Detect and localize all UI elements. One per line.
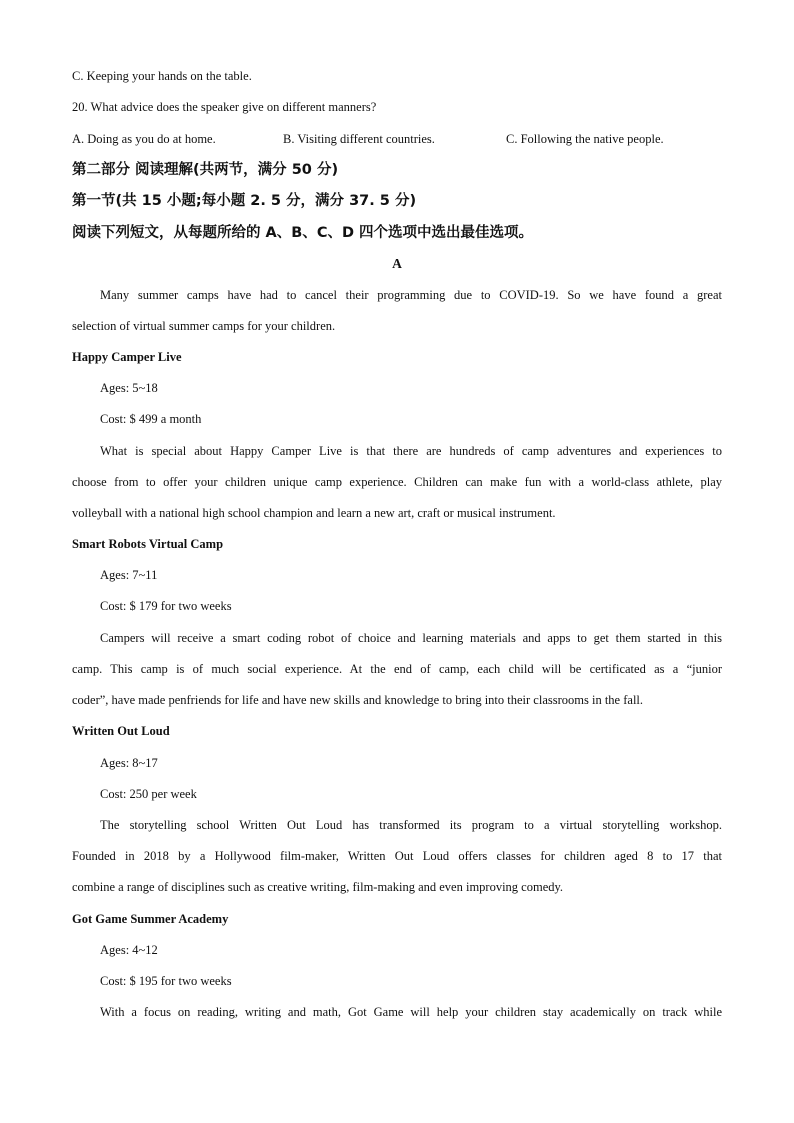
section-instruction: 阅读下列短文，从每题所给的 A、B、C、D 四个选项中选出最佳选项。 bbox=[72, 225, 534, 241]
camp-desc-line: The storytelling school Written Out Loud has transformed its program to a virtual storytelling workshop. bbox=[100, 818, 722, 832]
intro-line-1: Many summer camps have had to cancel their programming due to COVID-19. So we have found a great bbox=[100, 288, 722, 302]
camp-title: Got Game Summer Academy bbox=[72, 912, 229, 926]
camp-title: Happy Camper Live bbox=[72, 350, 182, 364]
camp-ages: Ages: 7~11 bbox=[100, 568, 158, 582]
camp-cost: Cost: 250 per week bbox=[100, 787, 197, 801]
camp-ages: Ages: 5~18 bbox=[100, 381, 158, 395]
q20-question: 20. What advice does the speaker give on different manners? bbox=[72, 100, 377, 114]
camp-cost: Cost: $ 499 a month bbox=[100, 412, 202, 426]
camp-desc-line: Campers will receive a smart coding robot of choice and learning materials and apps to get them started in this bbox=[100, 631, 722, 645]
camp-desc-line: Founded in 2018 by a Hollywood film-maker, Written Out Loud offers classes for children aged 8 to 17 that bbox=[72, 849, 722, 863]
camp-title: Smart Robots Virtual Camp bbox=[72, 537, 224, 551]
camp-desc-line: What is special about Happy Camper Live is that there are hundreds of camp adventures and experiences to bbox=[100, 444, 722, 458]
camp-desc-line: volleyball with a national high school champion and learn a new art, craft or musical instrument. bbox=[72, 506, 556, 520]
camp-desc-line: camp. This camp is of much social experience. At the end of camp, each child will be certificated as a “junior bbox=[72, 662, 722, 676]
camp-desc-line: combine a range of disciplines such as creative writing, film-making and even improving comedy. bbox=[72, 880, 564, 894]
camp-desc-line: choose from to offer your children unique camp experience. Children can make fun with a world-class athlete, play bbox=[72, 475, 722, 489]
camp-desc-line: With a focus on reading, writing and math, Got Game will help your children stay academically on track while bbox=[100, 1005, 722, 1019]
q20-option-b: B. Visiting different countries. bbox=[283, 132, 435, 146]
camp-cost: Cost: $ 195 for two weeks bbox=[100, 974, 232, 988]
camp-desc-line: coder”, have made penfriends for life and have new skills and knowledge to bring into their classrooms in the fall. bbox=[72, 693, 644, 707]
section-title-sub: 第一节(共 15 小题;每小题 2. 5 分，满分 37. 5 分) bbox=[72, 193, 417, 209]
camp-title: Written Out Loud bbox=[72, 724, 170, 738]
intro-line-2: selection of virtual summer camps for your children. bbox=[72, 319, 336, 333]
camp-cost: Cost: $ 179 for two weeks bbox=[100, 599, 232, 613]
camp-ages: Ages: 4~12 bbox=[100, 943, 158, 957]
section-title-part: 第二部分 阅读理解(共两节，满分 50 分) bbox=[72, 162, 339, 178]
passage-letter: A bbox=[392, 256, 402, 271]
q19-option-c: C. Keeping your hands on the table. bbox=[72, 69, 252, 83]
q20-option-a: A. Doing as you do at home. bbox=[72, 132, 216, 146]
q20-option-c: C. Following the native people. bbox=[506, 132, 664, 146]
camp-ages: Ages: 8~17 bbox=[100, 756, 158, 770]
